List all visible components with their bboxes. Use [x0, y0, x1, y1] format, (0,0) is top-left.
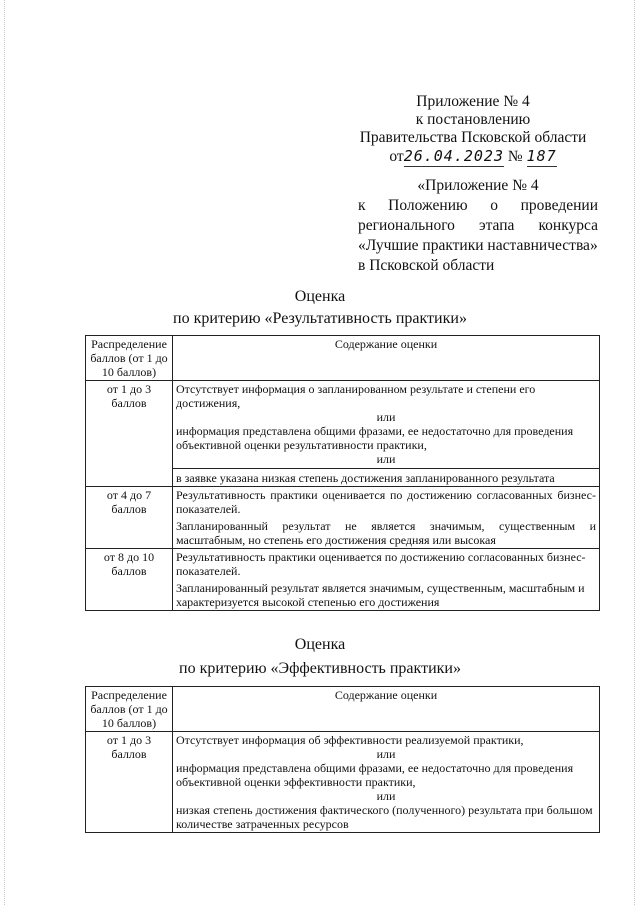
- score-cell: от 1 до 3 баллов: [86, 732, 173, 833]
- efficiency-criteria-table: [85, 686, 600, 833]
- section1-title: Оценка: [294, 288, 346, 305]
- header-content-cell: Содержание оценки: [173, 336, 600, 381]
- section2-title: Оценка: [294, 636, 346, 653]
- appendix-line-3: регионального этапа конкурса: [358, 217, 598, 234]
- table-header-row: [86, 687, 600, 732]
- or-separator: или: [376, 410, 396, 424]
- table-row: [86, 381, 600, 487]
- criterion-text: Отсутствует информация о запланированном результате и степени его достижения,: [176, 382, 536, 410]
- appendix-line-4: «Лучшие практики наставничества»: [358, 237, 598, 254]
- handwritten-date: 26.04.2023: [403, 147, 504, 165]
- result-criteria-table: [85, 335, 600, 611]
- section1-subtitle: по критерию «Результативность практики»: [173, 310, 467, 327]
- scan-edge-left: [4, 0, 6, 905]
- appendix-line-5: в Псковской области: [358, 257, 495, 274]
- criterion-text: Результативность практики оценивается по достижению согласованных бизнес-показателей.: [176, 488, 596, 516]
- or-separator: или: [376, 789, 396, 803]
- criterion-text: Запланированный результат является значимым, существенным, масштабным и характеризуется высокой степенью его достижения: [176, 581, 585, 609]
- content-cell: [173, 487, 600, 549]
- approval-line-1: Приложение № 4: [416, 93, 530, 110]
- criterion-text: Отсутствует информация об эффективности реализуемой практики,: [176, 733, 524, 747]
- approval-block: [358, 93, 588, 167]
- approval-line-3: Правительства Псковской области: [359, 129, 587, 146]
- handwritten-number: 187: [526, 147, 557, 165]
- or-separator: или: [376, 747, 396, 761]
- criterion-text: Результативность практики оценивается по достижению согласованных бизнес-показателей.: [176, 550, 586, 578]
- approval-line-2: к постановлению: [415, 111, 531, 128]
- approval-date-line: [358, 147, 588, 167]
- from-label: от: [389, 148, 404, 165]
- table-row: [86, 487, 600, 549]
- score-cell: от 4 до 7 баллов: [86, 487, 173, 549]
- table-header-row: [86, 336, 600, 381]
- content-cell: [173, 732, 600, 833]
- scan-edge-right: [634, 0, 636, 905]
- header-score-cell: Распределение баллов (от 1 до 10 баллов): [86, 687, 173, 732]
- criterion-text: информация представлена общими фразами, ее недостаточно для проведения объективной оценки эффективности практики,: [176, 761, 574, 789]
- content-cell: [173, 381, 600, 487]
- criterion-text: в заявке указана низкая степень достижения запланированного результата: [173, 468, 599, 485]
- appendix-block: [358, 176, 598, 276]
- header-score-cell: Распределение баллов (от 1 до 10 баллов): [86, 336, 173, 381]
- table-row: [86, 732, 600, 833]
- criterion-text: низкая степень достижения фактического (полученного) результата при большом количестве затраченных ресурсов: [176, 803, 593, 831]
- or-separator: или: [376, 452, 396, 466]
- criterion-text: Запланированный результат не является значимым, существенным и масштабным, но степень его достижения средняя или высокая: [176, 519, 596, 547]
- score-cell: от 1 до 3 баллов: [86, 381, 173, 487]
- header-content-cell: Содержание оценки: [173, 687, 600, 732]
- appendix-line-1: «Приложение № 4: [417, 177, 539, 194]
- number-sign: №: [507, 148, 523, 165]
- appendix-line-2: к Положению о проведении: [358, 197, 598, 214]
- content-cell: [173, 549, 600, 611]
- score-cell: от 8 до 10 баллов: [86, 549, 173, 611]
- section2-subtitle: по критерию «Эффективность практики»: [179, 660, 461, 677]
- criterion-text: информация представлена общими фразами, ее недостаточно для проведения объективной оценки результативности практики,: [176, 424, 574, 452]
- table-row: [86, 549, 600, 611]
